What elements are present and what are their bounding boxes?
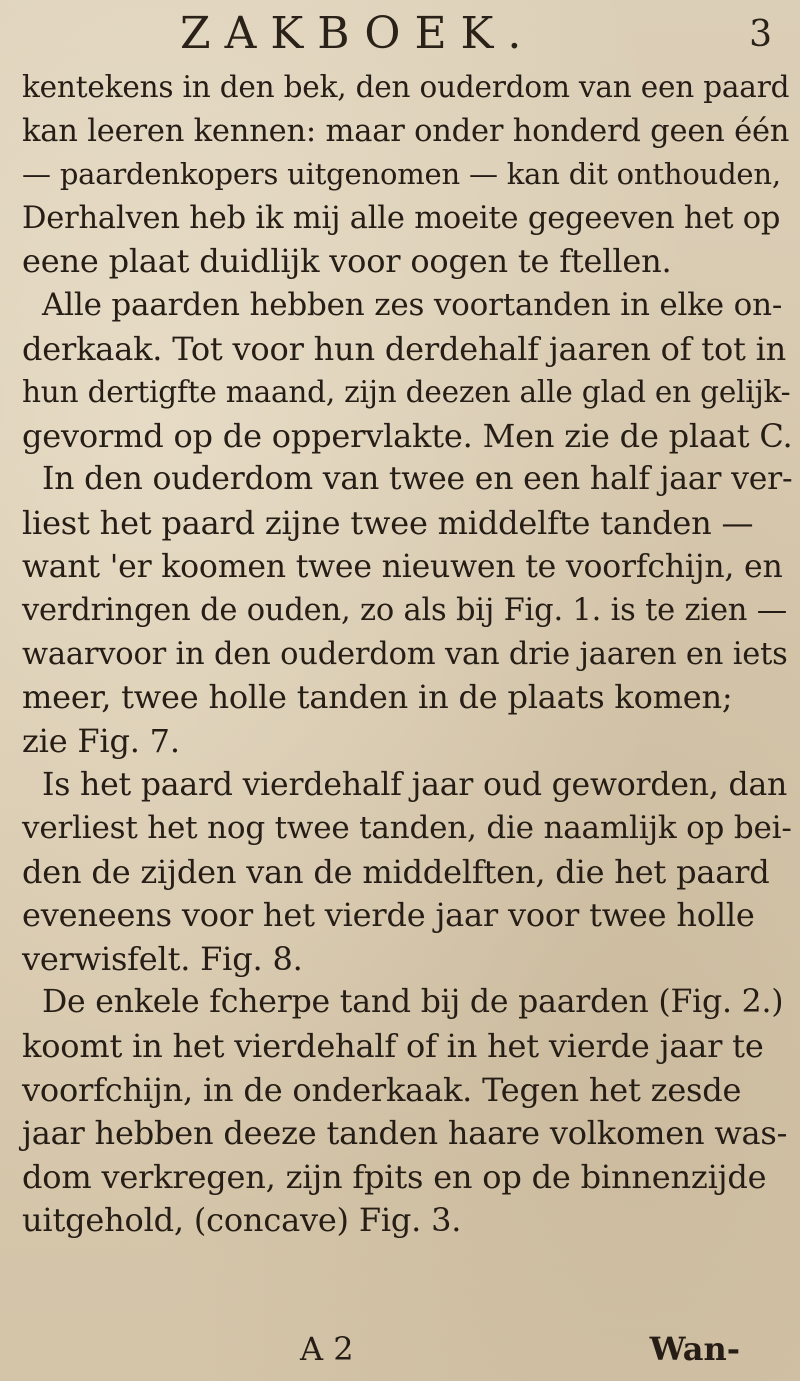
text-line: jaar hebben deeze tanden haare volkomen was- bbox=[22, 1114, 788, 1153]
body-text bbox=[22, 66, 792, 1243]
page-footer bbox=[0, 1330, 800, 1380]
text-line: eveneens voor het vierde jaar voor twee holle bbox=[22, 896, 755, 935]
text-line: uitgehold, (concave) Fig. 3. bbox=[22, 1201, 462, 1240]
text-line: waarvoor in den ouderdom van drie jaaren en iets bbox=[22, 636, 788, 672]
text-line: want 'er koomen twee nieuwen te voorfchijn, en bbox=[22, 548, 783, 585]
text-line: voorfchijn, in de onderkaak. Tegen het zesde bbox=[22, 1070, 742, 1109]
text-line: dom verkregen, zijn fpits en op de binnenzijde bbox=[22, 1157, 767, 1196]
catchword: Wan- bbox=[649, 1330, 740, 1368]
text-line: hun dertigfte maand, zijn deezen alle glad en gelijk- bbox=[22, 375, 791, 410]
text-line: kan leeren kennen: maar onder honderd geen één bbox=[22, 113, 790, 149]
text-line: verliest het nog twee tanden, die naamlijk op bei- bbox=[22, 810, 792, 847]
paragraph-start-line: De enkele fcherpe tand bij de paarden (Fig. 2.) bbox=[42, 984, 784, 1021]
text-line: verwisfelt. Fig. 8. bbox=[22, 939, 303, 978]
text-line: meer, twee holle tanden in de plaats komen; bbox=[22, 678, 733, 717]
text-line: zie Fig. 7. bbox=[22, 721, 180, 760]
paragraph-start-line: Is het paard vierdehalf jaar oud geworden, dan bbox=[42, 766, 788, 803]
text-line: Derhalven heb ik mij alle moeite gegeeven het op bbox=[22, 200, 781, 236]
paragraph-start-line: In den ouderdom van twee en een half jaar ver- bbox=[42, 461, 793, 498]
text-line: — paardenkopers uitgenomen — kan dit onthouden, bbox=[22, 157, 781, 192]
text-line: gevormd op de oppervlakte. Men zie de plaat C. bbox=[22, 416, 793, 455]
text-line: verdringen de ouden, zo als bij Fig. 1. is te zien — bbox=[22, 593, 788, 629]
running-title: ZAKBOEK. bbox=[180, 8, 536, 59]
text-line: den de zijden van de middelften, die het paard bbox=[22, 852, 770, 891]
text-line: kentekens in den bek, den ouderdom van een paard bbox=[22, 70, 790, 104]
text-line: derkaak. Tot voor hun derdehalf jaaren of tot in bbox=[22, 329, 787, 368]
page-header bbox=[0, 8, 800, 68]
signature-mark: A 2 bbox=[300, 1330, 354, 1368]
paragraph-start-line: Alle paarden hebben zes voortanden in elke on- bbox=[42, 286, 783, 323]
text-line: koomt in het vierdehalf of in het vierde jaar te bbox=[22, 1027, 764, 1066]
text-line: liest het paard zijne twee middelfte tanden — bbox=[22, 503, 754, 542]
text-line: eene plaat duidlijk voor oogen te ftellen. bbox=[22, 242, 672, 281]
page-number: 3 bbox=[749, 14, 772, 55]
